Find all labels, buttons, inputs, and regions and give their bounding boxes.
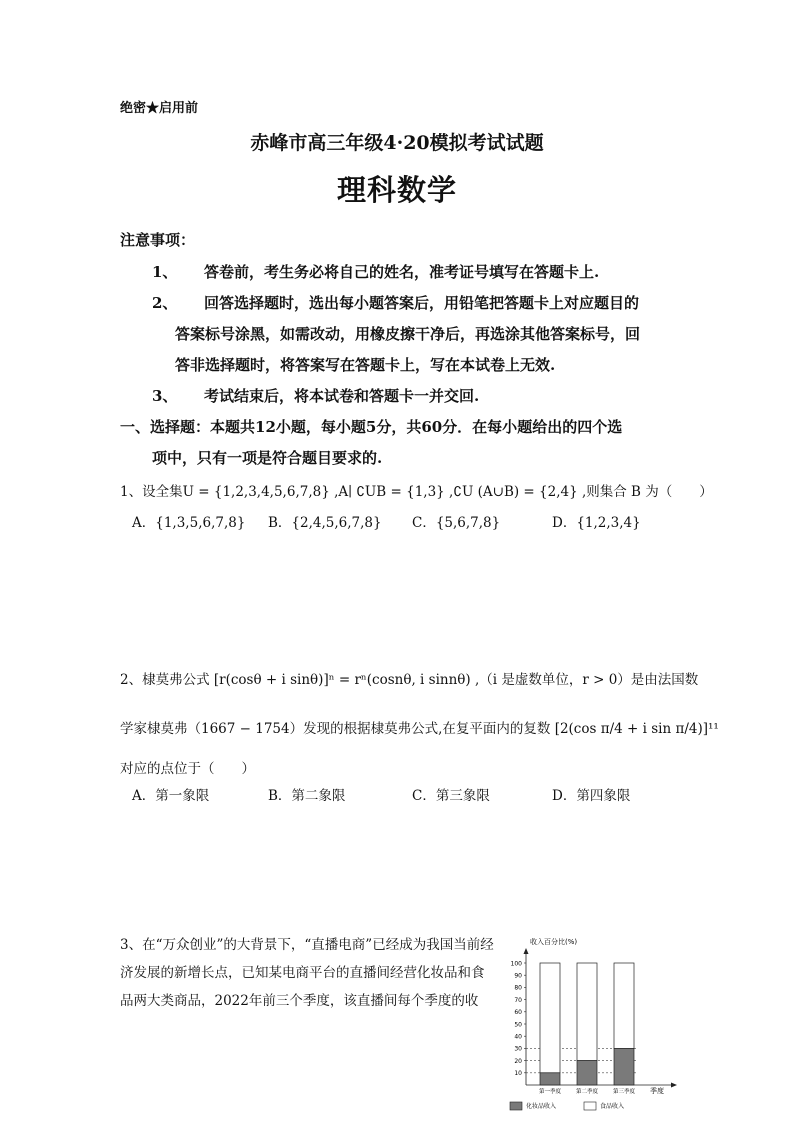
question-3-line-1: 3、在“万众创业”的大背景下，“直播电商”已经成为我国当前经 (120, 937, 494, 953)
legend-food-swatch (584, 1102, 596, 1110)
notice-heading: 注意事项： (120, 231, 196, 249)
chart-x-axis-label: 季度 (650, 1087, 664, 1095)
bar-food (540, 963, 560, 1073)
question-2-line-2: 学家棣莫弗（1667 − 1754）发现的根据棣莫弗公式,在复平面内的复数 [2(cos π/4 + i sin π/4)]¹¹ (120, 721, 719, 737)
x-tick-label: 第二季度 (575, 1089, 599, 1095)
question-1-option-b: B．{2,4,5,6,7,8} (268, 515, 382, 531)
exam-subject: 理科数学 (336, 173, 457, 207)
x-axis-arrow (671, 1083, 677, 1088)
legend-cosmetics-label: 化妆品收入 (526, 1103, 557, 1110)
x-tick-label: 第一季度 (538, 1089, 562, 1095)
question-3-line-3: 品两大类商品，2022年前三个季度，该直播间每个季度的收 (120, 993, 479, 1009)
question-1-option-c: C．{5,6,7,8} (412, 515, 501, 531)
question-2-option-c: C．第三象限 (412, 788, 490, 804)
notice-item-text: 回答选择题时，选出每小题答案后，用铅笔把答题卡上对应题目的 (204, 294, 640, 312)
notice-item-text: 答卷前，考生务必将自己的姓名，准考证号填写在答题卡上. (204, 263, 600, 281)
y-tick-label: 30 (514, 1045, 522, 1053)
bar-cosmetics (540, 1073, 560, 1085)
question-1-option-d: D．{1,2,3,4} (552, 515, 641, 531)
y-tick-label: 100 (510, 960, 522, 968)
notice-item-2 (152, 292, 639, 313)
chart-title: 收入百分比(%) (530, 938, 578, 946)
notice-item-2-line-2: 答案标号涂黑，如需改动，用橡皮擦干净后，再选涂其他答案标号，回 (175, 325, 641, 343)
y-tick-label: 10 (514, 1070, 522, 1078)
y-tick-label: 90 (514, 972, 522, 980)
bar-cosmetics (614, 1048, 634, 1085)
y-tick-label: 70 (514, 996, 522, 1004)
bar-food (614, 963, 634, 1048)
question-1-text: 1、设全集U = {1,2,3,4,5,6,7,8} ,A∣ ∁UB = {1,3} ,∁U (A∪B) = {2,4} ,则集合 B 为（ ） (120, 484, 713, 500)
x-tick-label: 第三季度 (612, 1089, 636, 1095)
section-heading-line-2: 项中，只有一项是符合题目要求的. (152, 449, 383, 467)
question-2-option-b: B．第二象限 (268, 788, 346, 804)
question-2-line-1: 2、棣莫弗公式 [r(cosθ + i sinθ)]ⁿ = rⁿ(cosnθ, i sinnθ) ,（i 是虚数单位，r > 0）是由法国数 (120, 672, 699, 688)
notice-item-number: 3、 (152, 387, 178, 405)
y-tick-label: 60 (514, 1009, 522, 1017)
y-axis-arrow (524, 948, 529, 954)
notice-item-2-line-3: 答非选择题时，将答案写在答题卡上，写在本试卷上无效. (175, 356, 556, 374)
notice-item-1 (152, 261, 599, 282)
section-heading: 一、选择题：本题共12小题，每小题5分，共60分．在每小题给出的四个选 (120, 418, 623, 436)
question-2-line-3: 对应的点位于（ ） (120, 761, 255, 777)
confidential-label: 绝密★启用前 (120, 101, 199, 116)
question-3-line-2: 济发展的新增长点，已知某电商平台的直播间经营化妆品和食 (120, 965, 485, 981)
notice-item-number: 1、 (152, 263, 178, 281)
revenue-share-chart (496, 930, 696, 1120)
question-1-option-a: A．{1,3,5,6,7,8} (132, 515, 246, 531)
legend-cosmetics-swatch (510, 1102, 522, 1110)
exam-title: 赤峰市高三年级4·20模拟考试试题 (250, 132, 544, 154)
y-tick-label: 80 (514, 984, 522, 992)
notice-item-number: 2、 (152, 294, 178, 312)
y-tick-label: 40 (514, 1033, 522, 1041)
bar-cosmetics (577, 1061, 597, 1085)
bar-food (577, 963, 597, 1061)
y-tick-label: 50 (514, 1021, 522, 1029)
y-tick-label: 20 (514, 1057, 522, 1065)
notice-item-text: 考试结束后，将本试卷和答题卡一并交回. (204, 387, 480, 405)
legend-food-label: 食品收入 (600, 1103, 625, 1110)
notice-item-3 (152, 385, 479, 406)
question-2-option-a: A．第一象限 (132, 788, 210, 804)
question-2-option-d: D．第四象限 (552, 788, 631, 804)
